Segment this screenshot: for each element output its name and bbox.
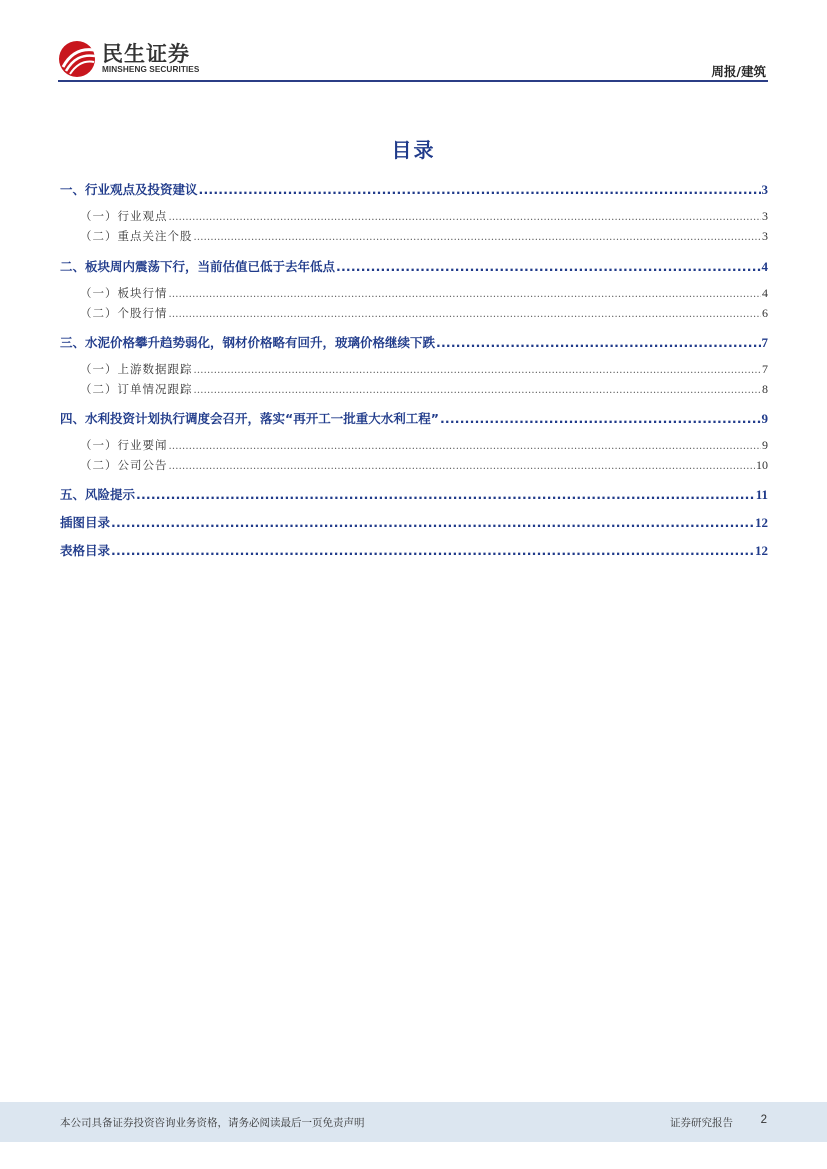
toc-entry-section-1-1[interactable] — [80, 208, 768, 224]
toc-entry-section-1-2[interactable] — [80, 228, 768, 244]
toc-entry-page: 9 — [762, 438, 768, 452]
toc-entry-section-3[interactable] — [60, 333, 768, 351]
toc-entry-page: 7 — [761, 335, 768, 350]
minsheng-logo — [58, 38, 208, 80]
toc-entry-page: 4 — [762, 286, 768, 300]
toc-entry-label: 表格目录 — [60, 543, 111, 558]
toc-entry-section-3-2[interactable] — [80, 381, 768, 397]
toc-entry-label: （二）个股行情 — [80, 306, 168, 320]
toc-leader-dots — [169, 212, 762, 223]
toc-entry-table-index[interactable] — [60, 541, 768, 559]
toc-entry-figure-index[interactable] — [60, 513, 768, 531]
toc-entry-section-4-1[interactable] — [80, 437, 768, 453]
toc-entry-section-4-2[interactable] — [80, 457, 768, 473]
toc-entry-page: 8 — [762, 382, 768, 396]
toc-leader-dots — [436, 335, 760, 350]
toc-entry-label: （一）上游数据跟踪 — [80, 362, 193, 376]
toc-entry-page: 6 — [762, 306, 768, 320]
toc-entry-page: 12 — [755, 543, 768, 558]
page-header — [0, 0, 827, 90]
toc-entry-section-2-1[interactable] — [80, 285, 768, 301]
footer-page-number: 2 — [760, 1114, 767, 1126]
toc-leader-dots — [194, 365, 762, 376]
logo-chinese-name: 民生证券 — [102, 42, 190, 66]
toc-entry-label: （一）板块行情 — [80, 286, 168, 300]
toc-leader-dots — [194, 385, 762, 396]
toc-entry-page: 3 — [762, 229, 768, 243]
toc-entry-page: 3 — [761, 182, 768, 197]
minsheng-logo-icon — [58, 40, 98, 78]
toc-entry-label: 五、风险提示 — [60, 487, 136, 502]
toc-entry-label: 插图目录 — [60, 515, 111, 530]
toc-leader-dots — [440, 411, 761, 426]
toc-entry-page: 11 — [755, 487, 768, 502]
toc-entry-page: 10 — [756, 458, 768, 472]
toc-title: 目录 — [391, 138, 436, 162]
toc-entry-label: 四、水利投资计划执行调度会召开，落实“再开工一批重大水利工程” — [60, 411, 439, 426]
toc-leader-dots — [169, 289, 762, 300]
toc-entry-label: （二）公司公告 — [80, 458, 168, 472]
toc-entry-section-3-1[interactable] — [80, 361, 768, 377]
logo-english-name: MINSHENG SECURITIES — [102, 65, 200, 74]
toc-entry-label: （一）行业要闻 — [80, 438, 168, 452]
toc-entry-label: 三、水泥价格攀升趋势弱化，钢材价格略有回升，玻璃价格继续下跌 — [60, 335, 436, 350]
toc-entry-page: 4 — [761, 259, 768, 274]
toc-entry-section-2-2[interactable] — [80, 305, 768, 321]
toc-entry-label: 二、板块周内震荡下行，当前估值已低于去年低点 — [60, 259, 336, 274]
toc-leader-dots — [199, 182, 761, 197]
toc-entry-label: （二）重点关注个股 — [80, 229, 193, 243]
toc-leader-dots — [194, 232, 762, 243]
toc-leader-dots — [336, 259, 760, 274]
toc-leader-dots — [169, 441, 762, 452]
toc-leader-dots — [169, 461, 756, 472]
toc-leader-dots — [169, 309, 762, 320]
page-footer — [0, 1102, 827, 1142]
toc-entry-page: 7 — [762, 362, 768, 376]
toc-entry-label: 一、行业观点及投资建议 — [60, 182, 198, 197]
toc-entry-page: 9 — [761, 411, 768, 426]
toc-leader-dots — [111, 515, 754, 530]
toc-entry-section-4[interactable] — [60, 409, 768, 427]
toc-leader-dots — [136, 487, 755, 502]
footer-doc-type: 证券研究报告 — [670, 1117, 733, 1129]
toc-leader-dots — [111, 543, 754, 558]
header-divider — [58, 80, 768, 82]
toc-entry-page: 3 — [762, 209, 768, 223]
toc-entry-section-5[interactable] — [60, 485, 768, 503]
toc-entry-label: （二）订单情况跟踪 — [80, 382, 193, 396]
toc-entry-section-1[interactable] — [60, 180, 768, 198]
toc-entry-label: （一）行业观点 — [80, 209, 168, 223]
report-type-label: 周报/建筑 — [711, 64, 766, 79]
footer-disclaimer: 本公司具备证券投资咨询业务资格，请务必阅读最后一页免责声明 — [60, 1117, 365, 1129]
toc-entry-page: 12 — [755, 515, 768, 530]
toc-entry-section-2[interactable] — [60, 257, 768, 275]
